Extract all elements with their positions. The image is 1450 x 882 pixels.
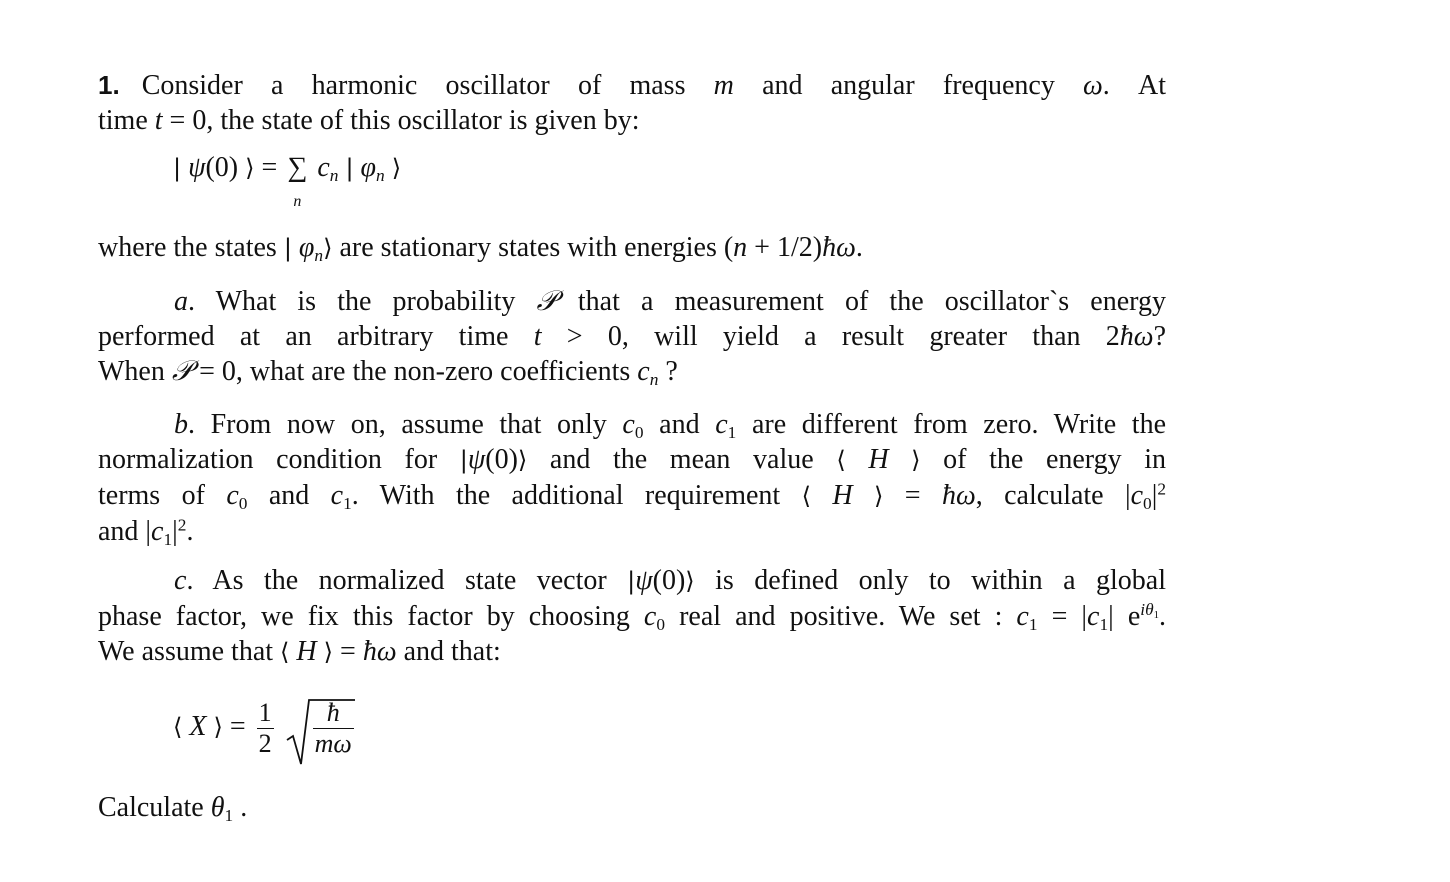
- part-a-line-3: When 𝒫 = 0, what are the non-zero coefficients $c_n$ ?: [98, 356, 678, 390]
- sqrt-numerator: ħ: [313, 698, 354, 729]
- square-root: [285, 698, 358, 759]
- part-b-line-2: normalization condition for |ψ(0)⟩ and the mean value ⟨ H ⟩ of the energy in: [98, 444, 1167, 475]
- part-a-line-1: a. What is the probability 𝒫 that a measurement of the oscillator`s energy: [174, 286, 1166, 317]
- intro-text-2: time t = 0, the state of this oscillator is given by:: [98, 105, 640, 136]
- frac-denominator: 2: [258, 729, 272, 758]
- part-c-line-1: c. As the normalized state vector |ψ(0)⟩ is defined only to within a global: [174, 565, 1167, 596]
- radical-sign-icon: [285, 696, 355, 768]
- intro-line-2: [98, 103, 1166, 138]
- sum-index: n: [293, 193, 302, 210]
- intro-text-1: Consider a harmonic oscillator of mass m and angular frequency ω. At: [141, 70, 1166, 101]
- part-c-line-2: phase factor, we fix this factor by choosing $c_0$ real and positive. We set : $c_1 = |c_1|$ $e^{i\theta_1}$.: [98, 600, 1166, 635]
- part-a-line-2: performed at an arbitrary time t > 0, will yield a result greater than 2ħω?: [98, 321, 1166, 352]
- one-half-fraction: [257, 698, 274, 759]
- summation-symbol: ∑ n: [284, 150, 310, 185]
- intro-line-1: [98, 68, 1166, 103]
- where-line: where the states | $\varphi_n⟩$ are stationary states with energies (n + 1/2)ħω.: [98, 232, 863, 266]
- part-c-line-3: We assume that ⟨ H ⟩ = ħω and that:: [98, 636, 501, 667]
- part-b-line-1: b. From now on, assume that only $c_0$ and $c_1$ are different from zero. Write the: [174, 409, 1167, 443]
- eq2-lhs: ⟨ X ⟩ =: [173, 710, 246, 742]
- sqrt-denominator: mω: [314, 729, 352, 758]
- problem-page: [98, 68, 1166, 825]
- part-b-line-4: and $|c_1|^2$.: [98, 515, 194, 550]
- position-mean-equation: [173, 698, 1166, 790]
- part-b-line-3: terms of $c_0$ and $c_1$. With the additional requirement ⟨ H ⟩ = ħω, calculate $|c_0|^2$: [98, 479, 1167, 514]
- final-question: Calculate $\theta_1$ .: [98, 792, 248, 826]
- frac-numerator: 1: [258, 698, 272, 727]
- state-equation: | ψ(0) ⟩ = ∑ n $c_n$ | $\varphi_n$ ⟩: [173, 150, 1166, 230]
- problem-number: 1.: [98, 70, 120, 100]
